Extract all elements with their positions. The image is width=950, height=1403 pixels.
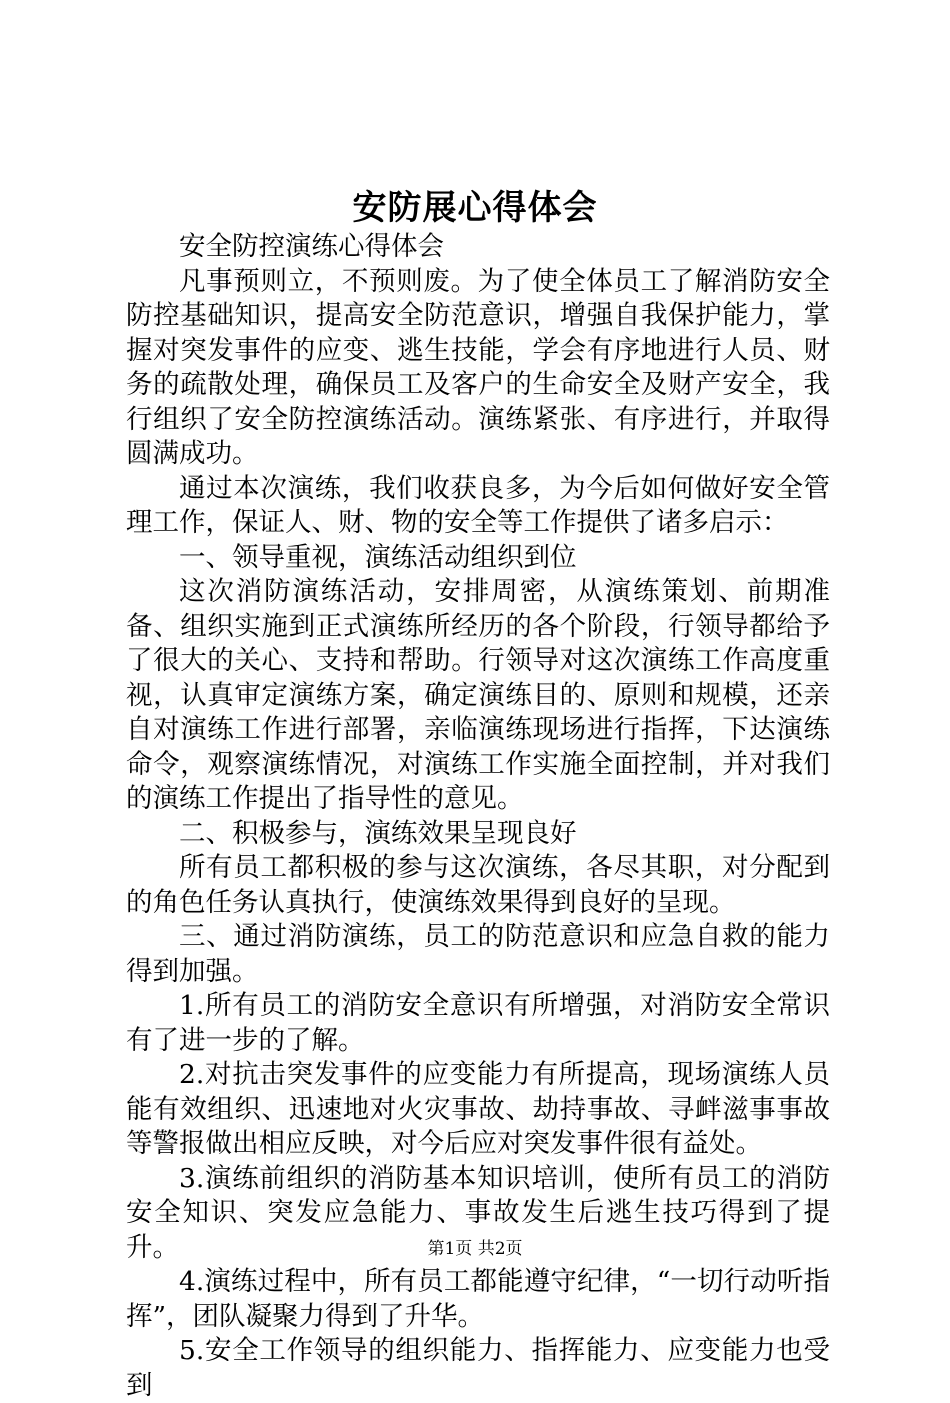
body-paragraph: 凡事预则立，不预则废。为了使全体员工了解消防安全防控基础知识，提高安全防范意识，增强自我保护能力，掌握对突发事件的应变、逃生技能，学会有序地进行人员、财务的疏散处理，确保员工及客户的生命安全及财产安全，我行组织了安全防控演练活动。演练紧张、有序进行，并取得圆满成功。: [126, 265, 830, 469]
list-item: 3.演练前组织的消防基本知识培训，使所有员工的消防安全知识、突发应急能力、事故发生后逃生技巧得到了提升。: [126, 1162, 830, 1263]
section-heading: 一、领导重视，演练活动组织到位: [179, 541, 577, 573]
section-heading: 二、积极参与，演练效果呈现良好: [179, 817, 577, 849]
body-paragraph: 通过本次演练，我们收获良多，为今后如何做好安全管理工作，保证人、财、物的安全等工作提供了诸多启示：: [126, 472, 830, 538]
document-title: 安防展心得体会: [352, 188, 598, 228]
list-item: 2.对抗击突发事件的应变能力有所提高，现场演练人员能有效组织、迅速地对火灾事故、劫持事故、寻衅滋事事故等警报做出相应反映，对今后应对突发事件很有益处。: [126, 1059, 830, 1159]
list-item: 1.所有员工的消防安全意识有所增强，对消防安全常识有了进一步的了解。: [126, 990, 830, 1056]
subtitle-paragraph: 安全防控演练心得体会: [179, 231, 444, 262]
list-item: 5.安全工作领导的组织能力、指挥能力、应变能力也受到: [126, 1335, 830, 1401]
body-paragraph: 这次消防演练活动，安排周密，从演练策划、前期准备、组织实施到正式演练所经历的各个阶段，行领导都给予了很大的关心、支持和帮助。行领导对这次演练工作高度重视，认真审定演练方案，确定演练目的、原则和规模，还亲自对演练工作进行部署，亲临演练现场进行指挥，下达演练命令，观察演练情况，对演练工作实施全面控制，并对我们的演练工作提出了指导性的意见。: [126, 576, 830, 814]
document-body: [126, 230, 830, 1403]
list-item: 4.演练过程中，所有员工都能遵守纪律，“一切行动听指挥”，团队凝聚力得到了升华。: [126, 1266, 830, 1332]
page-footer: 第1页 共2页: [427, 1239, 523, 1259]
section-heading: 三、通过消防演练，员工的防范意识和应急自救的能力得到加强。: [126, 921, 830, 987]
body-paragraph: 所有员工都积极的参与这次演练，各尽其职，对分配到的角色任务认真执行，使演练效果得到良好的呈现。: [126, 852, 830, 918]
